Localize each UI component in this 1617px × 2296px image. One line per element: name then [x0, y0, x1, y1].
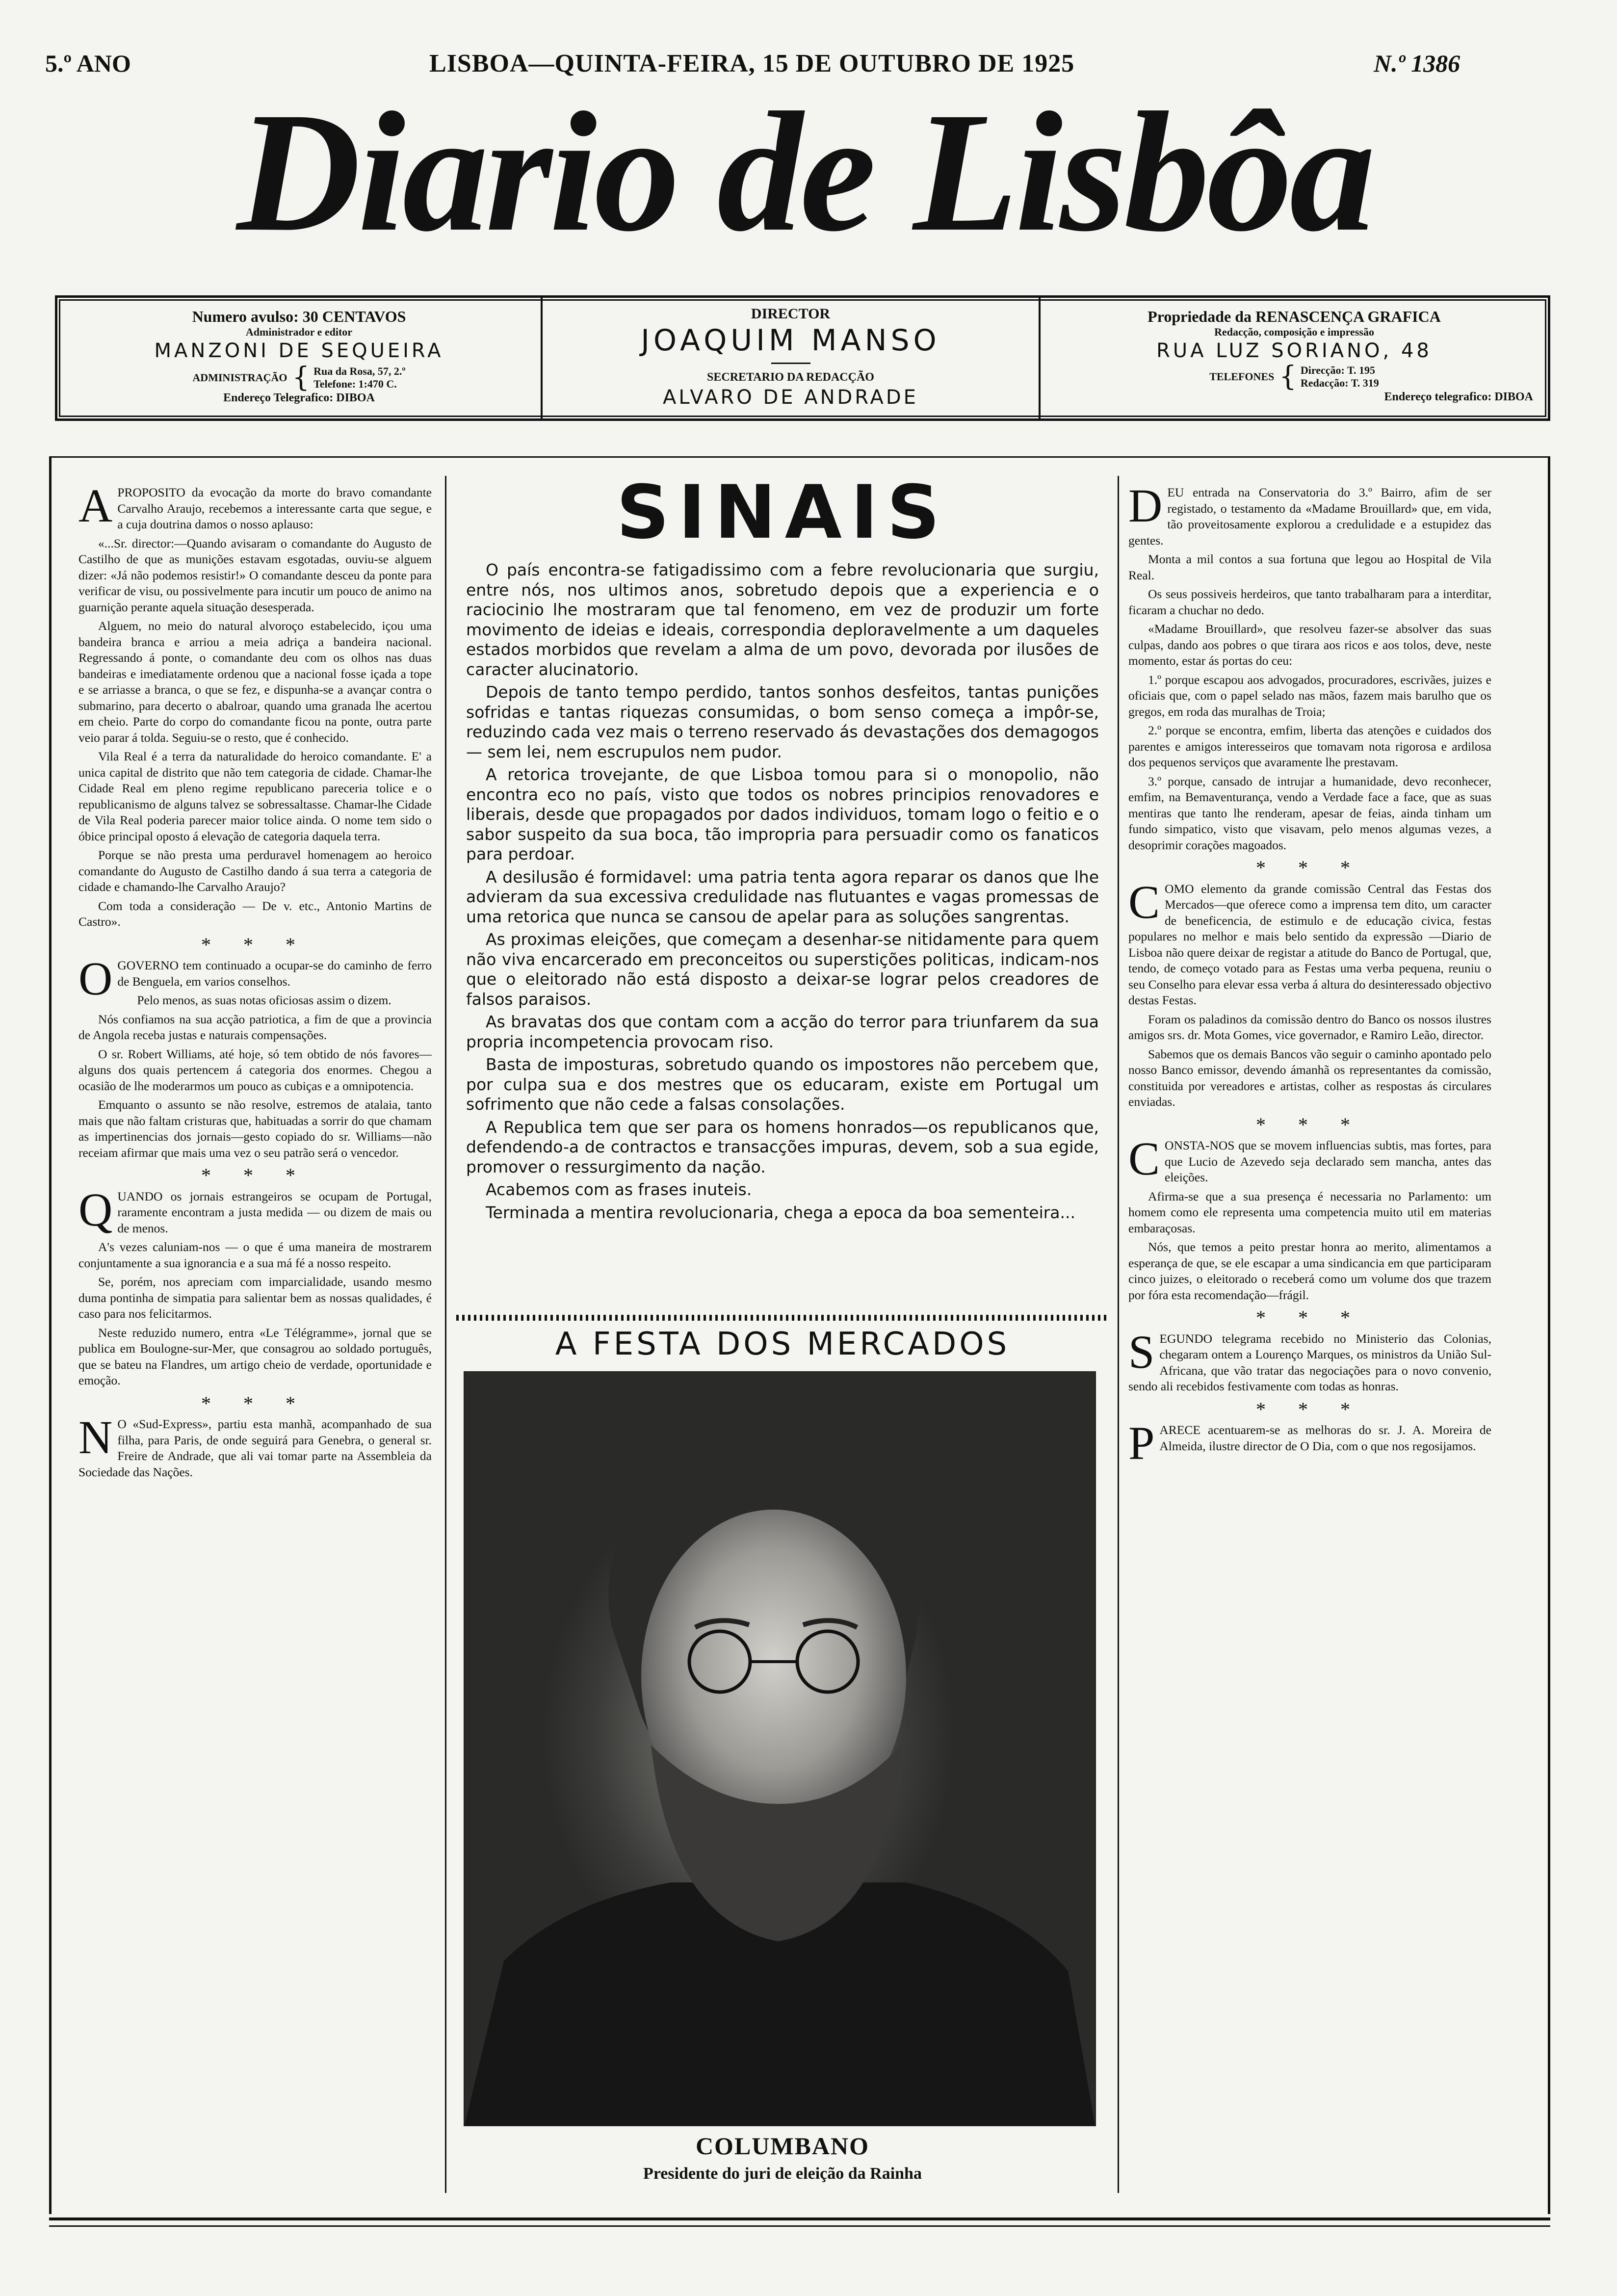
- paragraph: Acabemos com as frases inuteis.: [486, 1180, 752, 1199]
- paragraph: Terminada a mentira revolucionaria, chega a epoca da boa sementeira...: [486, 1202, 1076, 1222]
- info-box-right: [1041, 301, 1548, 416]
- paragraph: A's vezes caluniam-nos — o que é uma maneira de mostrarem conjuntamente a sua ignorancia e a sua má fé a nosso respeito.: [78, 1240, 432, 1270]
- paragraph: PROPOSITO da evocação da morte do bravo comandante Carvalho Araujo, recebemos a interessante carta que segue, e a cuja doutrina damos o nosso aplauso:: [117, 485, 432, 531]
- brace-icon: {: [292, 362, 310, 393]
- paragraph: Basta de imposturas, sobretudo quando os impostores não percebem que, por culpa sua e dos mestres que os educaram, existe em Portugal um sofrimento que não cede a falsas consolações.: [466, 1055, 1099, 1114]
- paragraph: Os seus possiveis herdeiros, que tanto trabalharam para a interditar, ficaram a chuchar no dedo.: [1128, 587, 1491, 617]
- paragraph: Foram os paladinos da comissão dentro do Banco os nossos ilustres amigos srs. dr. Mota Gomes, vice governador, e Ramiro Leão, director.: [1128, 1012, 1491, 1042]
- paragraph: Nós, que temos a peito prestar honra ao merito, alimentamos a esperança de que, se ele escapar a uma sindicancia em que participaram cinco juizes, o eleitorado o receberá como um volume dos que trazem por fóra esta recomendação—frágil.: [1128, 1240, 1491, 1302]
- dropcap: P: [1128, 1417, 1155, 1469]
- address-line: RUA LUZ SORIANO, 48: [1156, 339, 1432, 362]
- secretary-label: SECRETARIO DA REDACÇÃO: [707, 371, 874, 384]
- paragraph: Sabemos que os demais Bancos vão seguir o caminho apontado pelo nosso Banco emissor, devendo ámanhã os representantes da comissão, constituida por vereadores e artistas, colher as respostas ás circulares enviadas.: [1128, 1046, 1491, 1109]
- bottom-rule: [49, 2218, 1550, 2220]
- paragraph: OMO elemento da grande comissão Central das Festas dos Mercados—que oferece como a imprensa tem dito, um caracter de beneficencia, de estimulo e de educação civica, festas populares no melhor e mais belo sentido da expressão —Diario de Lisboa não quere deixar de registar a atitude do Banco de Portugal, que, tendo, de começo votado para as Festas uma verba pequena, reuniu o seu Conselho para elevar essa verba á altura do desinteressado objectivo destas Festas.: [1128, 881, 1491, 1007]
- article-benguela: [78, 952, 432, 1161]
- paragraph: A Republica tem que ser para os homens honrados—os republicanos que, defendendo-a de contractos e transacções impuras, devem, sob a sua egide, promover o ressurgimento da nação.: [466, 1117, 1099, 1176]
- portrait-photo: [464, 1371, 1096, 2126]
- paragraph: Monta a mil contos a sua fortuna que legou ao Hospital de Vila Real.: [1128, 552, 1491, 582]
- column-divider: [1118, 476, 1119, 2193]
- brace-icon: {: [1279, 361, 1297, 392]
- article-brouillard: [1128, 479, 1491, 853]
- paragraph: O país encontra-se fatigadissimo com a febre revolucionaria que surgiu, entre nós, nos ultimos anos, sobretudo depois que a experiencia e o raciocinio lhe mostraram que tal fenomeno, em vez de produzir um forte movimento de ideias e ideais, correspondia deploravelmente a um daqueles estados morbidos que revelam a alma de um povo, devorada por ilusões de caracter alucinatorio.: [466, 560, 1099, 679]
- article-lucio-azevedo: [1128, 1132, 1491, 1303]
- section-stars: * * *: [201, 1392, 309, 1414]
- paragraph: GOVERNO tem continuado a ocupar-se do caminho de ferro de Benguela, em varios conselhos.: [117, 958, 432, 989]
- photo-caption-sub: Presidente do juri de eleição da Rainha: [643, 2165, 922, 2183]
- paragraph: As bravatas dos que contam com a acção do terror para triunfarem da sua propria incompetencia provocam riso.: [466, 1012, 1099, 1051]
- admin-name: MANZONI DE SEQUEIRA: [154, 339, 444, 362]
- dropcap: D: [1128, 479, 1163, 532]
- bottom-rule-thin: [49, 2225, 1550, 2227]
- article-moreira-almeida: [1128, 1417, 1491, 1469]
- dropcap: N: [78, 1411, 113, 1463]
- photo-caption-name: COLUMBANO: [695, 2132, 870, 2160]
- edition-label: 5.º ANO: [45, 50, 131, 77]
- administration-phone: Telefone: 1:470 C.: [313, 378, 397, 390]
- dotted-rule: [456, 1315, 1109, 1321]
- section-stars: * * *: [1256, 857, 1364, 879]
- section-stars: * * *: [1256, 1398, 1364, 1420]
- paragraph: O «Sud-Express», partiu esta manhã, acompanhado de sua filha, para Paris, de onde seguirá para Genebra, o general sr. Freire de Andrade, que ali vai tomar parte na Assembleia da Sociedade das Nações.: [78, 1417, 432, 1479]
- paragraph: Se, porém, nos apreciam com imparcialidade, usando mesmo duma pontinha de simpatia para salientar bem as nossas qualidades, é caso para nos felicitarmos.: [78, 1275, 432, 1321]
- director-label: DIRECTOR: [751, 306, 831, 322]
- director-name: JOAQUIM MANSO: [641, 323, 940, 358]
- paragraph: EU entrada na Conservatoria do 3.º Bairro, afim de ser registado, o testamento da «Madame Brouillard» que, em vida, tão proveitosamente explorou a credulidade e a estupidez das gentes.: [1128, 485, 1491, 548]
- issue-number: N.º 1386: [1374, 50, 1461, 77]
- paragraph: As proximas eleições, que começam a desenhar-se nitidamente para quem não viva encarcerado em preconceitos ou superstições politicas, indicam-nos que o eleitorado não está disposto a deixar-se lograr pelos creadores de falsos paraisos.: [466, 930, 1099, 1009]
- article-evocation: [78, 479, 432, 930]
- info-box: [55, 295, 1550, 421]
- info-box-center: [543, 301, 1039, 416]
- section-stars: * * *: [1256, 1306, 1364, 1329]
- paragraph: Nós confiamos na sua acção patriotica, a fim de que a provincia de Angola receba justas e naturais compensações.: [78, 1012, 432, 1042]
- section-stars: * * *: [1256, 1113, 1364, 1136]
- paragraph: Pelo menos, as suas notas oficiosas assim o dizem.: [137, 993, 391, 1007]
- phone-redaction: Redacção: T. 319: [1300, 377, 1379, 389]
- dropcap: C: [1128, 875, 1160, 928]
- headline-sinais: SINAIS: [616, 470, 949, 555]
- paragraph: «...Sr. director:—Quando avisaram o comandante do Augusto de Castilho de que as munições estavam esgotadas, ouviu-se alguem dizer: «Já não podemos resistir!» O comandante desceu da ponte para verificar de visu, ou possivelmente para incutir um pouco de animo na guarnição perante aquela situação desesperada.: [78, 536, 432, 614]
- paragraph: 2.º porque se encontra, emfim, liberta das atenções e cuidados dos parentes e amigos interesseiros que tomavam nota rigorosa e ardilosa dos pequenos serviços que avaramente lhe prestavam.: [1128, 723, 1491, 769]
- dropcap: C: [1128, 1132, 1160, 1185]
- telegraph-left: Endereço Telegrafico: DIBOA: [223, 391, 375, 404]
- divider: [771, 363, 810, 364]
- paragraph: Com toda a consideração — De v. etc., Antonio Martins de Castro».: [78, 898, 432, 929]
- paragraph: 3.º porque, cansado de intrujar a humanidade, devo reconhecer, emfim, na Bemaventurança, vendo a Verdade face a face, que as suas mentiras que tanto lhe renderam, apesar de feias, ainda tinham um fundo simpatico, visto que visavam, pelo menos algumas vezes, a desoprimir corações magoados.: [1128, 774, 1491, 852]
- phone-direction: Direcção: T. 195: [1300, 364, 1376, 376]
- paragraph: Neste reduzido numero, entra «Le Télégramme», jornal que se publica em Boulogne-sur-Mer, que consagrou ao soldado português, que se bateu na Flandres, um artigo cheio de verdade, oportunidade e emoção.: [78, 1325, 432, 1387]
- newspaper-title: Diario de Lisbôa: [236, 77, 1373, 267]
- paragraph: A retorica trovejante, de que Lisboa tomou para si o monopolio, não encontra eco no país, visto que todos os nobres principios renovadores e liberais, desde que propagados por dados individuos, tomam logo o feitio e o sabor suspeito da sua boca, tão impropria para persuadir como os fanaticos para perdoar.: [466, 765, 1099, 863]
- center-column: [456, 471, 1109, 1226]
- admin-label: Administrador e editor: [245, 326, 353, 338]
- paragraph: EGUNDO telegrama recebido no Ministerio das Colonias, chegaram ontem a Lourenço Marques, os ministros da União Sul-Africana, que vão tratar das negociações para o novo convenio, sendo ali recebidos festivamente com todas as honras.: [1128, 1331, 1491, 1393]
- column-divider: [445, 476, 446, 2193]
- administration-address: Rua da Rosa, 57, 2.º: [313, 365, 406, 377]
- paragraph: A desilusão é formidavel: uma patria tenta agora reparar os danos que lhe advieram da sua excessiva credulidade nas flutuantes e vagas promessas de uma retorica que nunca se cansou de apelar para as soluções sangrentas.: [466, 867, 1099, 926]
- right-column: [1128, 479, 1491, 1469]
- owner-line: Propriedade da RENASCENÇA GRAFICA: [1148, 308, 1441, 325]
- festa-heading: A FESTA DOS MERCADOS: [555, 1326, 1010, 1362]
- info-box-left: [57, 301, 541, 416]
- paragraph: «Madame Brouillard», que resolveu fazer-se absolver das suas culpas, dando aos pobres o que tirara aos ricos e aos tolos, deve, neste momento, estar ás portas do ceu:: [1128, 622, 1491, 668]
- left-column: [78, 479, 432, 1483]
- section-stars: * * *: [201, 933, 309, 956]
- dropcap: O: [78, 952, 113, 1005]
- section-stars: * * *: [201, 1164, 309, 1186]
- paragraph: 1.º porque escapou aos advogados, procuradores, escrivães, juizes e oficiais que, com o papel selado nas mãos, fazem mais barulho que os gregos, em roda das muralhas de Troia;: [1128, 672, 1491, 719]
- secretary-name: ALVARO DE ANDRADE: [663, 386, 918, 409]
- paragraph: UANDO os jornais estrangeiros se ocupam de Portugal, raramente encontram a justa medida — ou dizem de mais ou de menos.: [117, 1189, 432, 1235]
- dateline: LISBOA—QUINTA-FEIRA, 15 DE OUTUBRO DE 1925: [429, 50, 1075, 78]
- article-sinais: [466, 560, 1099, 1223]
- paragraph: Porque se não presta uma perduravel homenagem ao heroico comandante do Augusto de Castilho dando á sua terra a categoria de cidade e chamando-lhe Carvalho Araujo?: [78, 848, 432, 894]
- article-festas-comissao: [1128, 875, 1491, 1110]
- portrait-illustration: [465, 1372, 1095, 2125]
- article-foreign-press: [78, 1183, 432, 1389]
- paragraph: Afirma-se que a sua presença é necessaria no Parlamento: um homem como ele representa uma competencia muito util em materias embaraçosas.: [1128, 1189, 1491, 1235]
- paragraph: O sr. Robert Williams, até hoje, só tem obtido de nós favores—alguns dos quais pertencem á categoria dos enormes. Chegou a ocasião de lhe moderarmos um pouco as cubiças e a omnipotencia.: [78, 1046, 432, 1093]
- telegraph-right: Endereço telegrafico: DIBOA: [1384, 391, 1533, 403]
- price-line: Numero avulso: 30 CENTAVOS: [192, 308, 406, 325]
- phones-label: TELEFONES: [1209, 370, 1275, 383]
- paragraph: Depois de tanto tempo perdido, tantos sonhos desfeitos, tantas punições sofridas e tantas riquezas consumidas, o bom senso começa a impôr-se, reduzindo cada vez mais o terreno reservado ás devastações dos demagogos — sem lei, nem escrupulos nem pudor.: [466, 682, 1099, 761]
- paragraph: ONSTA-NOS que se movem influencias subtis, mas fortes, para que Lucio de Azevedo seja declarado sem mancha, antes das eleições.: [1165, 1138, 1491, 1184]
- article-sud-express: [78, 1411, 432, 1480]
- paragraph: Emquanto o assunto se não resolve, estremos de atalaia, tanto mais que não faltam cristuras que, habituadas a sorrir do que chamam as impertinencias dos jornais—gesto copiado do sr. Williams—não receiam afirmar que mais uma vez o seu patrão será o vencedor.: [78, 1097, 432, 1160]
- dropcap: S: [1128, 1325, 1155, 1378]
- paragraph: Alguem, no meio do natural alvoroço estabelecido, içou uma bandeira branca e arriou a meia adriça a bandeira nacional. Regressando á ponte, o comandante deu com os olhos nas duas bandeiras e imediatamente ordenou que a nacional fosse içada a tope e se arriasse a branca, o que se fez, e dispunha-se a avançar contra o submarino, para decerto o abalroar, quando uma granada lhe acertou em cheio. Parte do corpo do comandante ficou na ponte, outra parte veio parar á tolda. Seguiu-se o resto, que é conhecido.: [78, 619, 432, 745]
- dropcap: A: [78, 479, 113, 532]
- administration-label: ADMINISTRAÇÃO: [192, 371, 287, 384]
- article-colonias: [1128, 1325, 1491, 1395]
- paragraph: ARECE acentuarem-se as melhoras do sr. J. A. Moreira de Almeida, ilustre director de O Dia, com o que nos regosijamos.: [1159, 1423, 1491, 1453]
- dropcap: Q: [78, 1183, 113, 1236]
- paragraph: Vila Real é a terra da naturalidade do heroico comandante. E' a unica capital de distrito que não tem categoria de cidade. Chamar-lhe Cidade Real em pleno regime republicano pareceria tolice e o republicanismo de alguns talvez se sobressaltasse. Chamar-lhe Cidade de Vila Real poderia parecer maior tolice ainda. O nome tem sido o óbice principal oposto á elevação de categoria daquela terra.: [78, 749, 432, 843]
- print-note: Redacção, composição e impressão: [1214, 326, 1374, 338]
